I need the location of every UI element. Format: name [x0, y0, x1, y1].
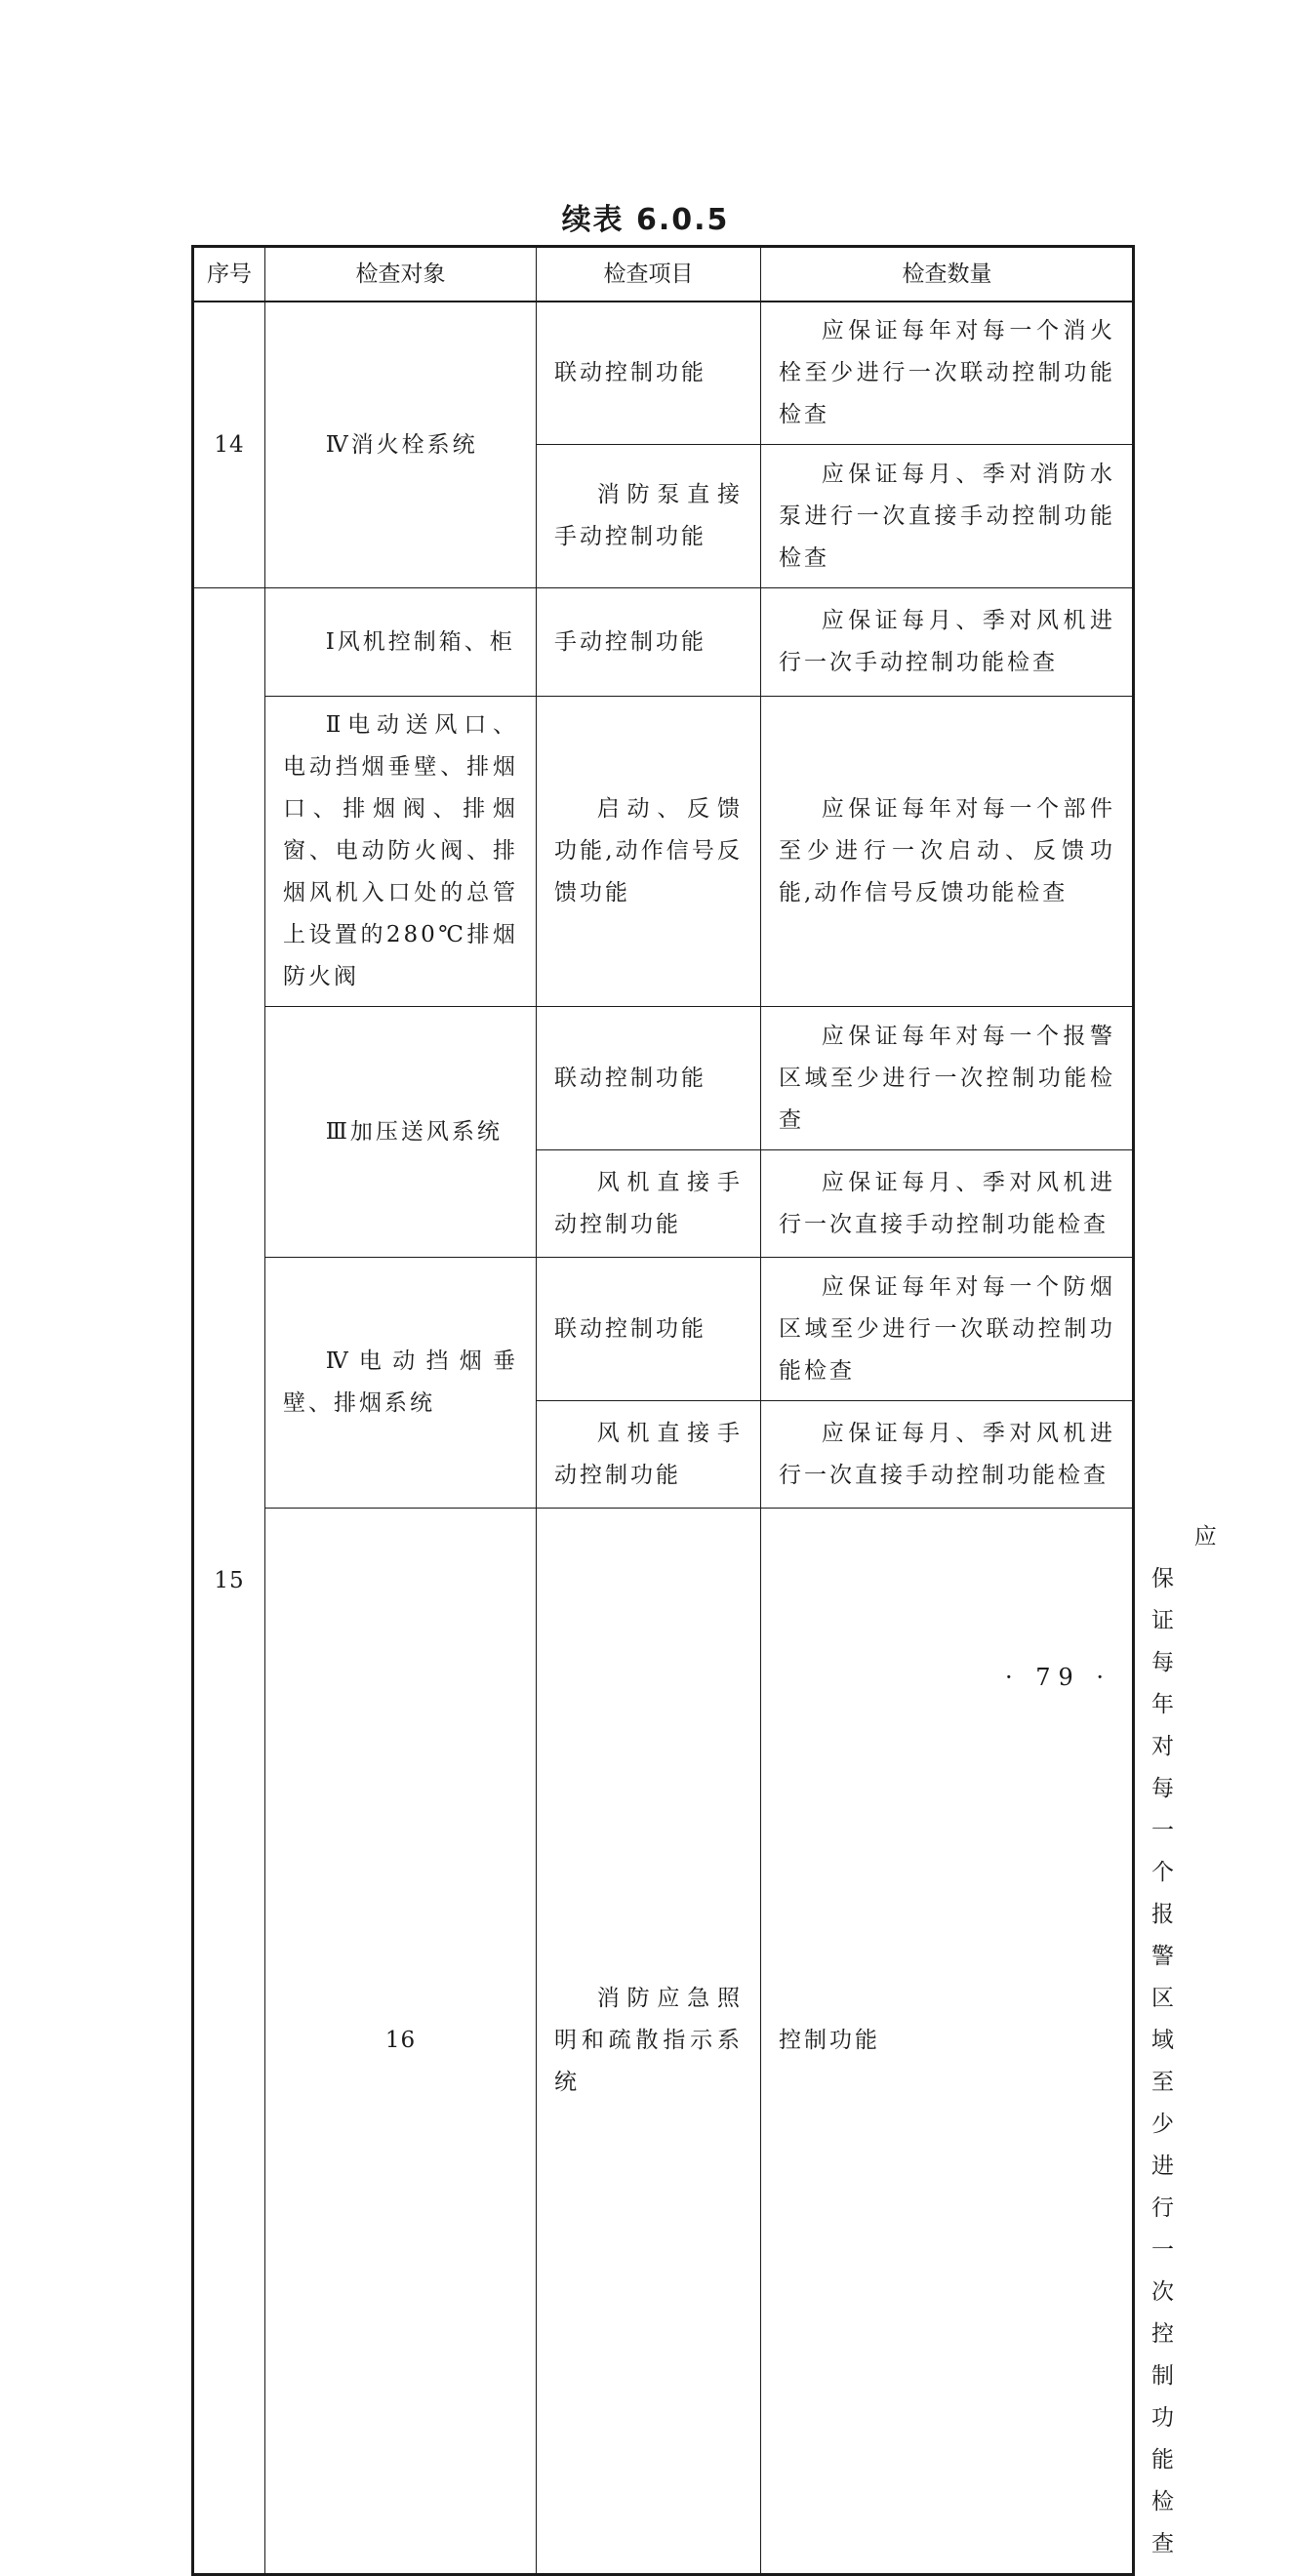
check-target: Ⅲ加压送风系统 — [265, 1007, 537, 1258]
table-row — [193, 588, 1134, 697]
check-item: 联动控制功能 — [537, 1007, 761, 1150]
check-item: 控制功能 — [761, 1509, 1134, 2575]
table-row — [193, 1007, 1134, 1150]
check-quantity: 应保证每年对每一个消火栓至少进行一次联动控制功能检查 — [761, 302, 1134, 445]
row-number: 15 — [193, 588, 265, 2575]
check-quantity: 应保证每月、季对消防水泵进行一次直接手动控制功能检查 — [761, 445, 1134, 588]
check-target: Ⅱ电动送风口、电动挡烟垂壁、排烟口、排烟阀、排烟窗、电动防火阀、排烟风机入口处的总管上设置的280℃排烟防火阀 — [265, 697, 537, 1007]
check-quantity: 应保证每年对每一个报警区域至少进行一次控制功能检查 — [761, 1007, 1134, 1150]
check-quantity: 应保证每年对每一个防烟区域至少进行一次联动控制功能检查 — [761, 1258, 1134, 1401]
check-item: 联动控制功能 — [537, 1258, 761, 1401]
header-quantity: 检查数量 — [761, 247, 1134, 302]
header-item: 检查项目 — [537, 247, 761, 302]
table-title: 续表 6.0.5 — [561, 203, 730, 237]
check-item: 消防泵直接手动控制功能 — [537, 445, 761, 588]
check-quantity: 应保证每年对每一个部件至少进行一次启动、反馈功能,动作信号反馈功能检查 — [761, 697, 1134, 1007]
check-target: 消防应急照明和疏散指示系统 — [537, 1509, 761, 2575]
inspection-table — [191, 245, 1220, 2576]
check-target: Ⅳ消火栓系统 — [265, 302, 537, 588]
row-number: 16 — [265, 1509, 537, 2575]
check-item: 风机直接手动控制功能 — [537, 1150, 761, 1258]
check-quantity: 应保证每月、季对风机进行一次直接手动控制功能检查 — [761, 1401, 1134, 1509]
check-target: Ⅰ风机控制箱、柜 — [265, 588, 537, 697]
check-quantity: 应保证每月、季对风机进行一次直接手动控制功能检查 — [761, 1150, 1134, 1258]
table-row — [193, 1258, 1134, 1401]
check-quantity: 应保证每月、季对风机进行一次手动控制功能检查 — [761, 588, 1134, 697]
check-item: 联动控制功能 — [537, 302, 761, 445]
table-row — [193, 697, 1134, 1007]
header-no: 序号 — [193, 247, 265, 302]
check-item: 风机直接手动控制功能 — [537, 1401, 761, 1509]
table-header-row — [193, 247, 1134, 302]
page-number: · 79 · — [1005, 1664, 1112, 1691]
table-row: 16 消防应急照明和疏散指示系统 控制功能 应保证每年对每一个报警区域至少进行一次控制功能检查 — [193, 1509, 1134, 2575]
header-target: 检查对象 — [265, 247, 537, 302]
check-item: 手动控制功能 — [537, 588, 761, 697]
check-item: 启动、反馈功能,动作信号反馈功能 — [537, 697, 761, 1007]
row-number: 14 — [193, 302, 265, 588]
table-row — [193, 302, 1134, 445]
check-target: Ⅳ电动挡烟垂壁、排烟系统 — [265, 1258, 537, 1509]
